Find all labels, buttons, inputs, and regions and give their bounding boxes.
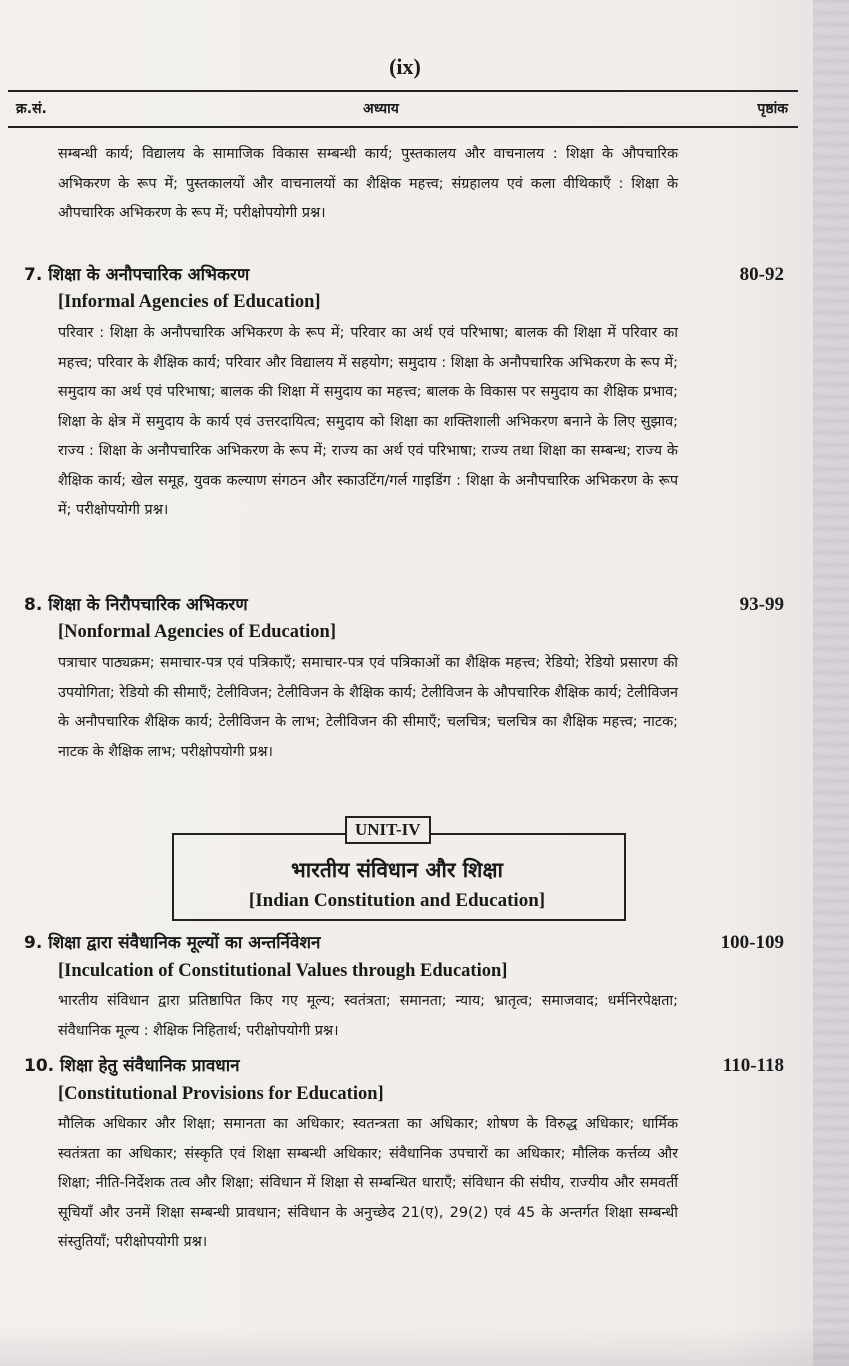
page-edge-shadow [813, 0, 849, 1366]
chapter-title-text: 10. शिक्षा हेतु संवैधानिक प्रावधान [24, 1056, 240, 1076]
chapter-9-title [24, 930, 784, 953]
chapter-9-description: भारतीय संविधान द्वारा प्रतिष्ठापित किए गए मूल्य; स्वतंत्रता; समानता; न्याय; भ्रातृत्व; समाजवाद; धर्मनिरपेक्षता; संवैधानिक मूल्य : शैक्षिक निहितार्थ; परीक्षोपयोगी प्रश्न। [58, 993, 678, 1039]
intro-description: सम्बन्धी कार्य; विद्यालय के सामाजिक विकास सम्बन्धी कार्य; पुस्तकालय और वाचनालय : शिक्षा के औपचारिक अभिकरण के रूप में; पुस्तकालयों और वाचनालयों का शैक्षिक महत्त्व; संग्रहालय एवं कला वीथिकाएँ : शिक्षा के औपचारिक अभिकरण के रूप में; परीक्षोपयोगी प्रश्न। [58, 146, 678, 221]
chapter-10-title [24, 1053, 784, 1076]
chapter-title-text: 9. शिक्षा द्वारा संवैधानिक मूल्यों का अन्तर्निवेशन [24, 933, 321, 953]
chapter-page-range: 80-92 [739, 264, 784, 285]
chapter-8-english-title: [Nonformal Agencies of Education] [58, 622, 336, 642]
chapter-10-english-title: [Constitutional Provisions for Education] [58, 1084, 384, 1104]
chapter-page-range: 110-118 [722, 1055, 784, 1076]
page-number: (ix) [389, 54, 421, 79]
unit-hindi-title: भारतीय संविधान और शिक्षा [291, 858, 503, 882]
page-column-header: पृष्ठांक [757, 101, 788, 117]
serial-column-header: क्र.सं. [16, 101, 47, 117]
chapter-7-english-title: [Informal Agencies of Education] [58, 292, 321, 312]
contents-header [8, 90, 798, 128]
chapter-8-description: पत्राचार पाठ्यक्रम; समाचार-पत्र एवं पत्रिकाएँ; समाचार-पत्र एवं पत्रिकाओं का शैक्षिक महत्त्व; रेडियो; रेडियो प्रसारण की उपयोगिता; रेडियो की सीमाएँ; टेलीविजन; टेलीविजन के शैक्षिक कार्य; टेलीविजन के औपचारिक शैक्षिक कार्य; टेलीविजन के अनौपचारिक शैक्षिक कार्य; टेलीविजन के लाभ; टेलीविजन की सीमाएँ; चलचित्र; चलचित्र का शैक्षिक महत्त्व; नाटक; नाटक के शैक्षिक लाभ; परीक्षोपयोगी प्रश्न। [58, 655, 678, 760]
chapter-title-text: 7. शिक्षा के अनौपचारिक अभिकरण [24, 265, 250, 285]
chapter-7-title [24, 262, 784, 285]
page-bottom-shadow [0, 1326, 849, 1366]
chapter-page-range: 100-109 [720, 932, 784, 953]
chapter-8-title [24, 592, 784, 615]
unit-english-title: [Indian Constitution and Education] [248, 890, 546, 911]
unit-label: UNIT-IV [345, 816, 431, 844]
chapter-title-text: 8. शिक्षा के निरौपचारिक अभिकरण [24, 595, 248, 615]
chapter-column-header: अध्याय [363, 101, 399, 117]
chapter-10-description: मौलिक अधिकार और शिक्षा; समानता का अधिकार; स्वतन्त्रता का अधिकार; शोषण के विरुद्ध अधिकार; धार्मिक स्वतंत्रता का अधिकार; संस्कृति एवं शिक्षा सम्बन्धी अधिकार; संवैधानिक उपचारों का अधिकार; मौलिक कर्त्तव्य और शिक्षा; नीति-निर्देशक तत्व और शिक्षा; संविधान में शिक्षा से सम्बन्धित धाराएँ; संविधान की संघीय, राज्यीय और समवर्ती सूचियाँ और उनमें शिक्षा सम्बन्धी प्रावधान; संविधान के अनुच्छेद 21(ए), 29(2) एवं 45 के अन्तर्गत शिक्षा सम्बन्धी संस्तुतियाँ; परीक्षोपयोगी प्रश्न। [58, 1116, 678, 1250]
chapter-7-description: परिवार : शिक्षा के अनौपचारिक अभिकरण के रूप में; परिवार का अर्थ एवं परिभाषा; बालक की शिक्षा में परिवार का महत्त्व; परिवार के शैक्षिक कार्य; परिवार और विद्यालय में सहयोग; समुदाय : शिक्षा के अनौपचारिक अभिकरण के रूप में; समुदाय का अर्थ एवं परिभाषा; बालक की शिक्षा में समुदाय का महत्त्व; बालक के विकास पर समुदाय का शैक्षिक प्रभाव; शिक्षा के क्षेत्र में समुदाय के कार्य एवं उत्तरदायित्व; समुदाय को शिक्षा का शक्तिशाली अभिकरण बनाने के लिए सुझाव; राज्य : शिक्षा के अनौपचारिक अभिकरण के रूप में; राज्य का अर्थ एवं परिभाषा; राज्य तथा शिक्षा का सम्बन्ध; राज्य के शैक्षिक कार्य; खेल समूह, युवक कल्याण संगठन और स्काउटिंग/गर्ल गाइडिंग : शिक्षा के अनौपचारिक अभिकरण के रूप में; परीक्षोपयोगी प्रश्न। [58, 325, 678, 518]
chapter-page-range: 93-99 [739, 594, 784, 615]
chapter-9-english-title: [Inculcation of Constitutional Values through Education] [58, 961, 508, 981]
